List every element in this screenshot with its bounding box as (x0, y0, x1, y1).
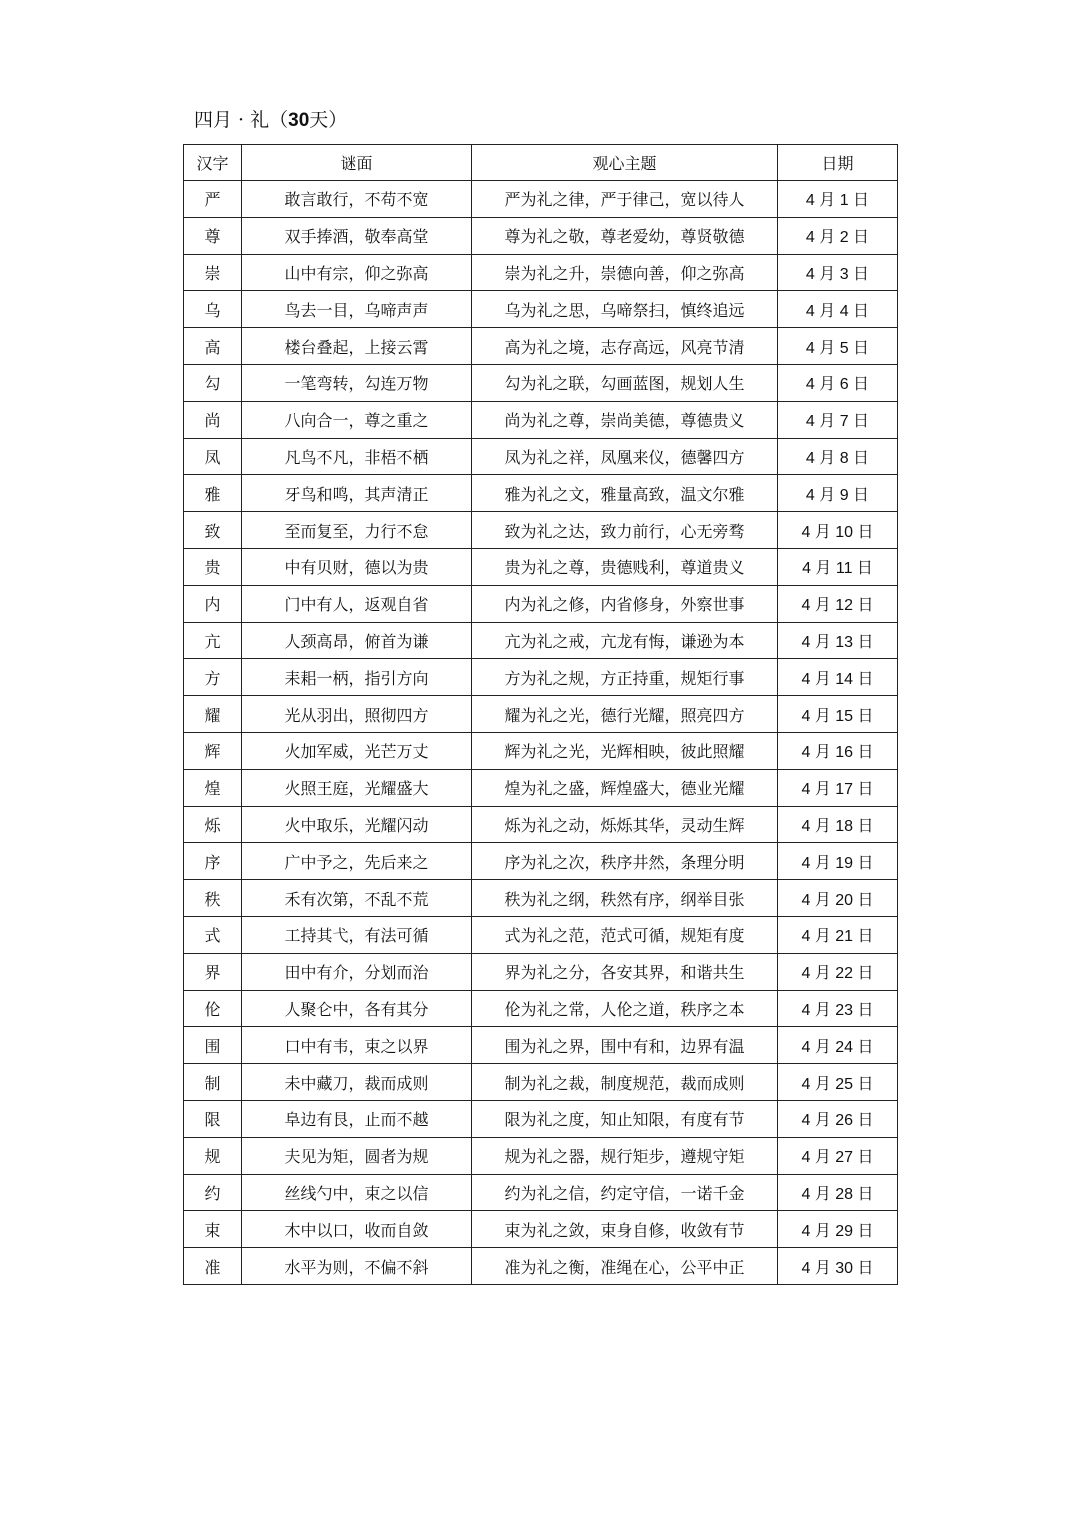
cell-date: 4 月 9 日 (778, 475, 898, 512)
cell-theme: 勾为礼之联，勾画蓝图，规划人生 (472, 364, 778, 401)
cell-date: 4 月 15 日 (778, 696, 898, 733)
cell-hanzi: 方 (184, 659, 242, 696)
cell-date: 4 月 20 日 (778, 880, 898, 917)
cell-riddle: 牙鸟和鸣，其声清正 (242, 475, 472, 512)
cell-hanzi: 乌 (184, 291, 242, 328)
cell-riddle: 火中取乐，光耀闪动 (242, 806, 472, 843)
cell-theme: 束为礼之敛，束身自修，收敛有节 (472, 1211, 778, 1248)
cell-hanzi: 尚 (184, 401, 242, 438)
cell-theme: 亢为礼之戒，亢龙有悔，谦逊为本 (472, 622, 778, 659)
table-row (184, 181, 898, 218)
cell-date: 4 月 19 日 (778, 843, 898, 880)
cell-riddle: 广中予之，先后来之 (242, 843, 472, 880)
table-row (184, 622, 898, 659)
table-row (184, 1211, 898, 1248)
cell-riddle: 至而复至，力行不怠 (242, 512, 472, 549)
cell-riddle: 凡鸟不凡，非梧不栖 (242, 438, 472, 475)
cell-theme: 雅为礼之文，雅量高致，温文尔雅 (472, 475, 778, 512)
cell-theme: 尊为礼之敬，尊老爱幼，尊贤敬德 (472, 217, 778, 254)
cell-riddle: 八向合一，尊之重之 (242, 401, 472, 438)
table-body (184, 181, 898, 1285)
cell-theme: 限为礼之度，知止知限，有度有节 (472, 1100, 778, 1137)
cell-theme: 高为礼之境，志存高远，风亮节清 (472, 328, 778, 365)
cell-date: 4 月 2 日 (778, 217, 898, 254)
cell-riddle: 木中以口，收而自敛 (242, 1211, 472, 1248)
cell-date: 4 月 5 日 (778, 328, 898, 365)
cell-theme: 界为礼之分，各安其界，和谐共生 (472, 953, 778, 990)
table-row (184, 548, 898, 585)
cell-theme: 内为礼之修，内省修身，外察世事 (472, 585, 778, 622)
cell-date: 4 月 30 日 (778, 1248, 898, 1285)
cell-date: 4 月 11 日 (778, 548, 898, 585)
table-header-row (184, 145, 898, 181)
cell-theme: 序为礼之次，秩序井然，条理分明 (472, 843, 778, 880)
cell-riddle: 双手捧酒，敬奉高堂 (242, 217, 472, 254)
cell-theme: 致为礼之达，致力前行，心无旁骛 (472, 512, 778, 549)
cell-date: 4 月 21 日 (778, 916, 898, 953)
title-day-count: 30 (288, 110, 310, 131)
cell-riddle: 耒耜一柄，指引方向 (242, 659, 472, 696)
cell-theme: 伦为礼之常，人伦之道，秩序之本 (472, 990, 778, 1027)
cell-hanzi: 致 (184, 512, 242, 549)
cell-hanzi: 崇 (184, 254, 242, 291)
cell-theme: 凤为礼之祥，凤凰来仪，德馨四方 (472, 438, 778, 475)
cell-hanzi: 式 (184, 916, 242, 953)
cell-date: 4 月 16 日 (778, 732, 898, 769)
cell-theme: 式为礼之范，范式可循，规矩有度 (472, 916, 778, 953)
table-row (184, 659, 898, 696)
table-row (184, 217, 898, 254)
page-title (194, 106, 347, 135)
cell-theme: 辉为礼之光，光辉相映，彼此照耀 (472, 732, 778, 769)
table-row (184, 769, 898, 806)
cell-date: 4 月 7 日 (778, 401, 898, 438)
cell-hanzi: 伦 (184, 990, 242, 1027)
cell-theme: 方为礼之规，方正持重，规矩行事 (472, 659, 778, 696)
cell-theme: 尚为礼之尊，崇尚美德，尊德贵义 (472, 401, 778, 438)
cell-hanzi: 雅 (184, 475, 242, 512)
title-suffix: 天） (309, 109, 348, 131)
cell-riddle: 工持其弋，有法可循 (242, 916, 472, 953)
table-row (184, 806, 898, 843)
cell-theme: 制为礼之裁，制度规范，裁而成则 (472, 1064, 778, 1101)
cell-riddle: 鸟去一目，乌啼声声 (242, 291, 472, 328)
cell-riddle: 未中藏刀，裁而成则 (242, 1064, 472, 1101)
cell-hanzi: 限 (184, 1100, 242, 1137)
cell-hanzi: 严 (184, 181, 242, 218)
cell-date: 4 月 24 日 (778, 1027, 898, 1064)
cell-riddle: 一笔弯转，勾连万物 (242, 364, 472, 401)
cell-date: 4 月 8 日 (778, 438, 898, 475)
cell-hanzi: 界 (184, 953, 242, 990)
cell-theme: 崇为礼之升，崇德向善，仰之弥高 (472, 254, 778, 291)
cell-hanzi: 围 (184, 1027, 242, 1064)
table-row (184, 880, 898, 917)
cell-hanzi: 煌 (184, 769, 242, 806)
table-row (184, 585, 898, 622)
table-row (184, 475, 898, 512)
table-row (184, 1248, 898, 1285)
table-row (184, 1137, 898, 1174)
table-row (184, 401, 898, 438)
cell-date: 4 月 1 日 (778, 181, 898, 218)
table-row (184, 1100, 898, 1137)
table-row (184, 1064, 898, 1101)
cell-riddle: 火照王庭，光耀盛大 (242, 769, 472, 806)
cell-riddle: 阜边有艮，止而不越 (242, 1100, 472, 1137)
table-row (184, 438, 898, 475)
header-riddle: 谜面 (242, 145, 472, 181)
cell-riddle: 口中有韦，束之以界 (242, 1027, 472, 1064)
cell-hanzi: 制 (184, 1064, 242, 1101)
cell-riddle: 山中有宗，仰之弥高 (242, 254, 472, 291)
table-row (184, 364, 898, 401)
title-prefix: 四月 · 礼（ (194, 109, 289, 131)
cell-hanzi: 约 (184, 1174, 242, 1211)
header-date: 日期 (778, 145, 898, 181)
cell-riddle: 丝线勺中，束之以信 (242, 1174, 472, 1211)
cell-riddle: 夫见为矩，圆者为规 (242, 1137, 472, 1174)
table-row (184, 254, 898, 291)
cell-date: 4 月 23 日 (778, 990, 898, 1027)
table-row (184, 696, 898, 733)
cell-date: 4 月 25 日 (778, 1064, 898, 1101)
cell-riddle: 光从羽出，照彻四方 (242, 696, 472, 733)
table-row (184, 990, 898, 1027)
cell-hanzi: 高 (184, 328, 242, 365)
cell-date: 4 月 26 日 (778, 1100, 898, 1137)
cell-riddle: 中有贝财，德以为贵 (242, 548, 472, 585)
cell-hanzi: 准 (184, 1248, 242, 1285)
cell-riddle: 人颈高昂，俯首为谦 (242, 622, 472, 659)
table-row (184, 1174, 898, 1211)
cell-date: 4 月 4 日 (778, 291, 898, 328)
cell-hanzi: 勾 (184, 364, 242, 401)
table-row (184, 732, 898, 769)
cell-date: 4 月 27 日 (778, 1137, 898, 1174)
header-hanzi: 汉字 (184, 145, 242, 181)
cell-date: 4 月 6 日 (778, 364, 898, 401)
cell-riddle: 水平为则，不偏不斜 (242, 1248, 472, 1285)
cell-date: 4 月 12 日 (778, 585, 898, 622)
cell-riddle: 门中有人，返观自省 (242, 585, 472, 622)
cell-hanzi: 凤 (184, 438, 242, 475)
cell-hanzi: 辉 (184, 732, 242, 769)
cell-date: 4 月 10 日 (778, 512, 898, 549)
cell-hanzi: 规 (184, 1137, 242, 1174)
header-theme: 观心主题 (472, 145, 778, 181)
riddle-calendar-table (183, 144, 898, 1285)
cell-riddle: 楼台叠起，上接云霄 (242, 328, 472, 365)
cell-hanzi: 序 (184, 843, 242, 880)
table-row (184, 291, 898, 328)
cell-date: 4 月 13 日 (778, 622, 898, 659)
cell-hanzi: 束 (184, 1211, 242, 1248)
cell-riddle: 禾有次第，不乱不荒 (242, 880, 472, 917)
cell-riddle: 人聚仑中，各有其分 (242, 990, 472, 1027)
table-row (184, 1027, 898, 1064)
cell-hanzi: 贵 (184, 548, 242, 585)
cell-hanzi: 秩 (184, 880, 242, 917)
cell-theme: 耀为礼之光，德行光耀，照亮四方 (472, 696, 778, 733)
table-row (184, 512, 898, 549)
cell-theme: 准为礼之衡，准绳在心，公平中正 (472, 1248, 778, 1285)
cell-hanzi: 内 (184, 585, 242, 622)
cell-theme: 乌为礼之思，乌啼祭扫，慎终追远 (472, 291, 778, 328)
cell-riddle: 敢言敢行，不苟不宽 (242, 181, 472, 218)
cell-date: 4 月 14 日 (778, 659, 898, 696)
table-row (184, 953, 898, 990)
cell-date: 4 月 22 日 (778, 953, 898, 990)
cell-theme: 围为礼之界，围中有和，边界有温 (472, 1027, 778, 1064)
cell-hanzi: 尊 (184, 217, 242, 254)
cell-theme: 严为礼之律，严于律己，宽以待人 (472, 181, 778, 218)
cell-theme: 秩为礼之纲，秩然有序，纲举目张 (472, 880, 778, 917)
cell-date: 4 月 29 日 (778, 1211, 898, 1248)
cell-hanzi: 耀 (184, 696, 242, 733)
table-row (184, 843, 898, 880)
cell-theme: 约为礼之信，约定守信，一诺千金 (472, 1174, 778, 1211)
cell-theme: 规为礼之器，规行矩步，遵规守矩 (472, 1137, 778, 1174)
cell-hanzi: 亢 (184, 622, 242, 659)
table-row (184, 328, 898, 365)
cell-hanzi: 烁 (184, 806, 242, 843)
table-row (184, 916, 898, 953)
cell-riddle: 火加军威，光芒万丈 (242, 732, 472, 769)
cell-theme: 烁为礼之动，烁烁其华，灵动生辉 (472, 806, 778, 843)
cell-date: 4 月 18 日 (778, 806, 898, 843)
cell-date: 4 月 3 日 (778, 254, 898, 291)
cell-date: 4 月 28 日 (778, 1174, 898, 1211)
cell-riddle: 田中有介，分划而治 (242, 953, 472, 990)
cell-theme: 煌为礼之盛，辉煌盛大，德业光耀 (472, 769, 778, 806)
cell-theme: 贵为礼之尊，贵德贱利，尊道贵义 (472, 548, 778, 585)
cell-date: 4 月 17 日 (778, 769, 898, 806)
